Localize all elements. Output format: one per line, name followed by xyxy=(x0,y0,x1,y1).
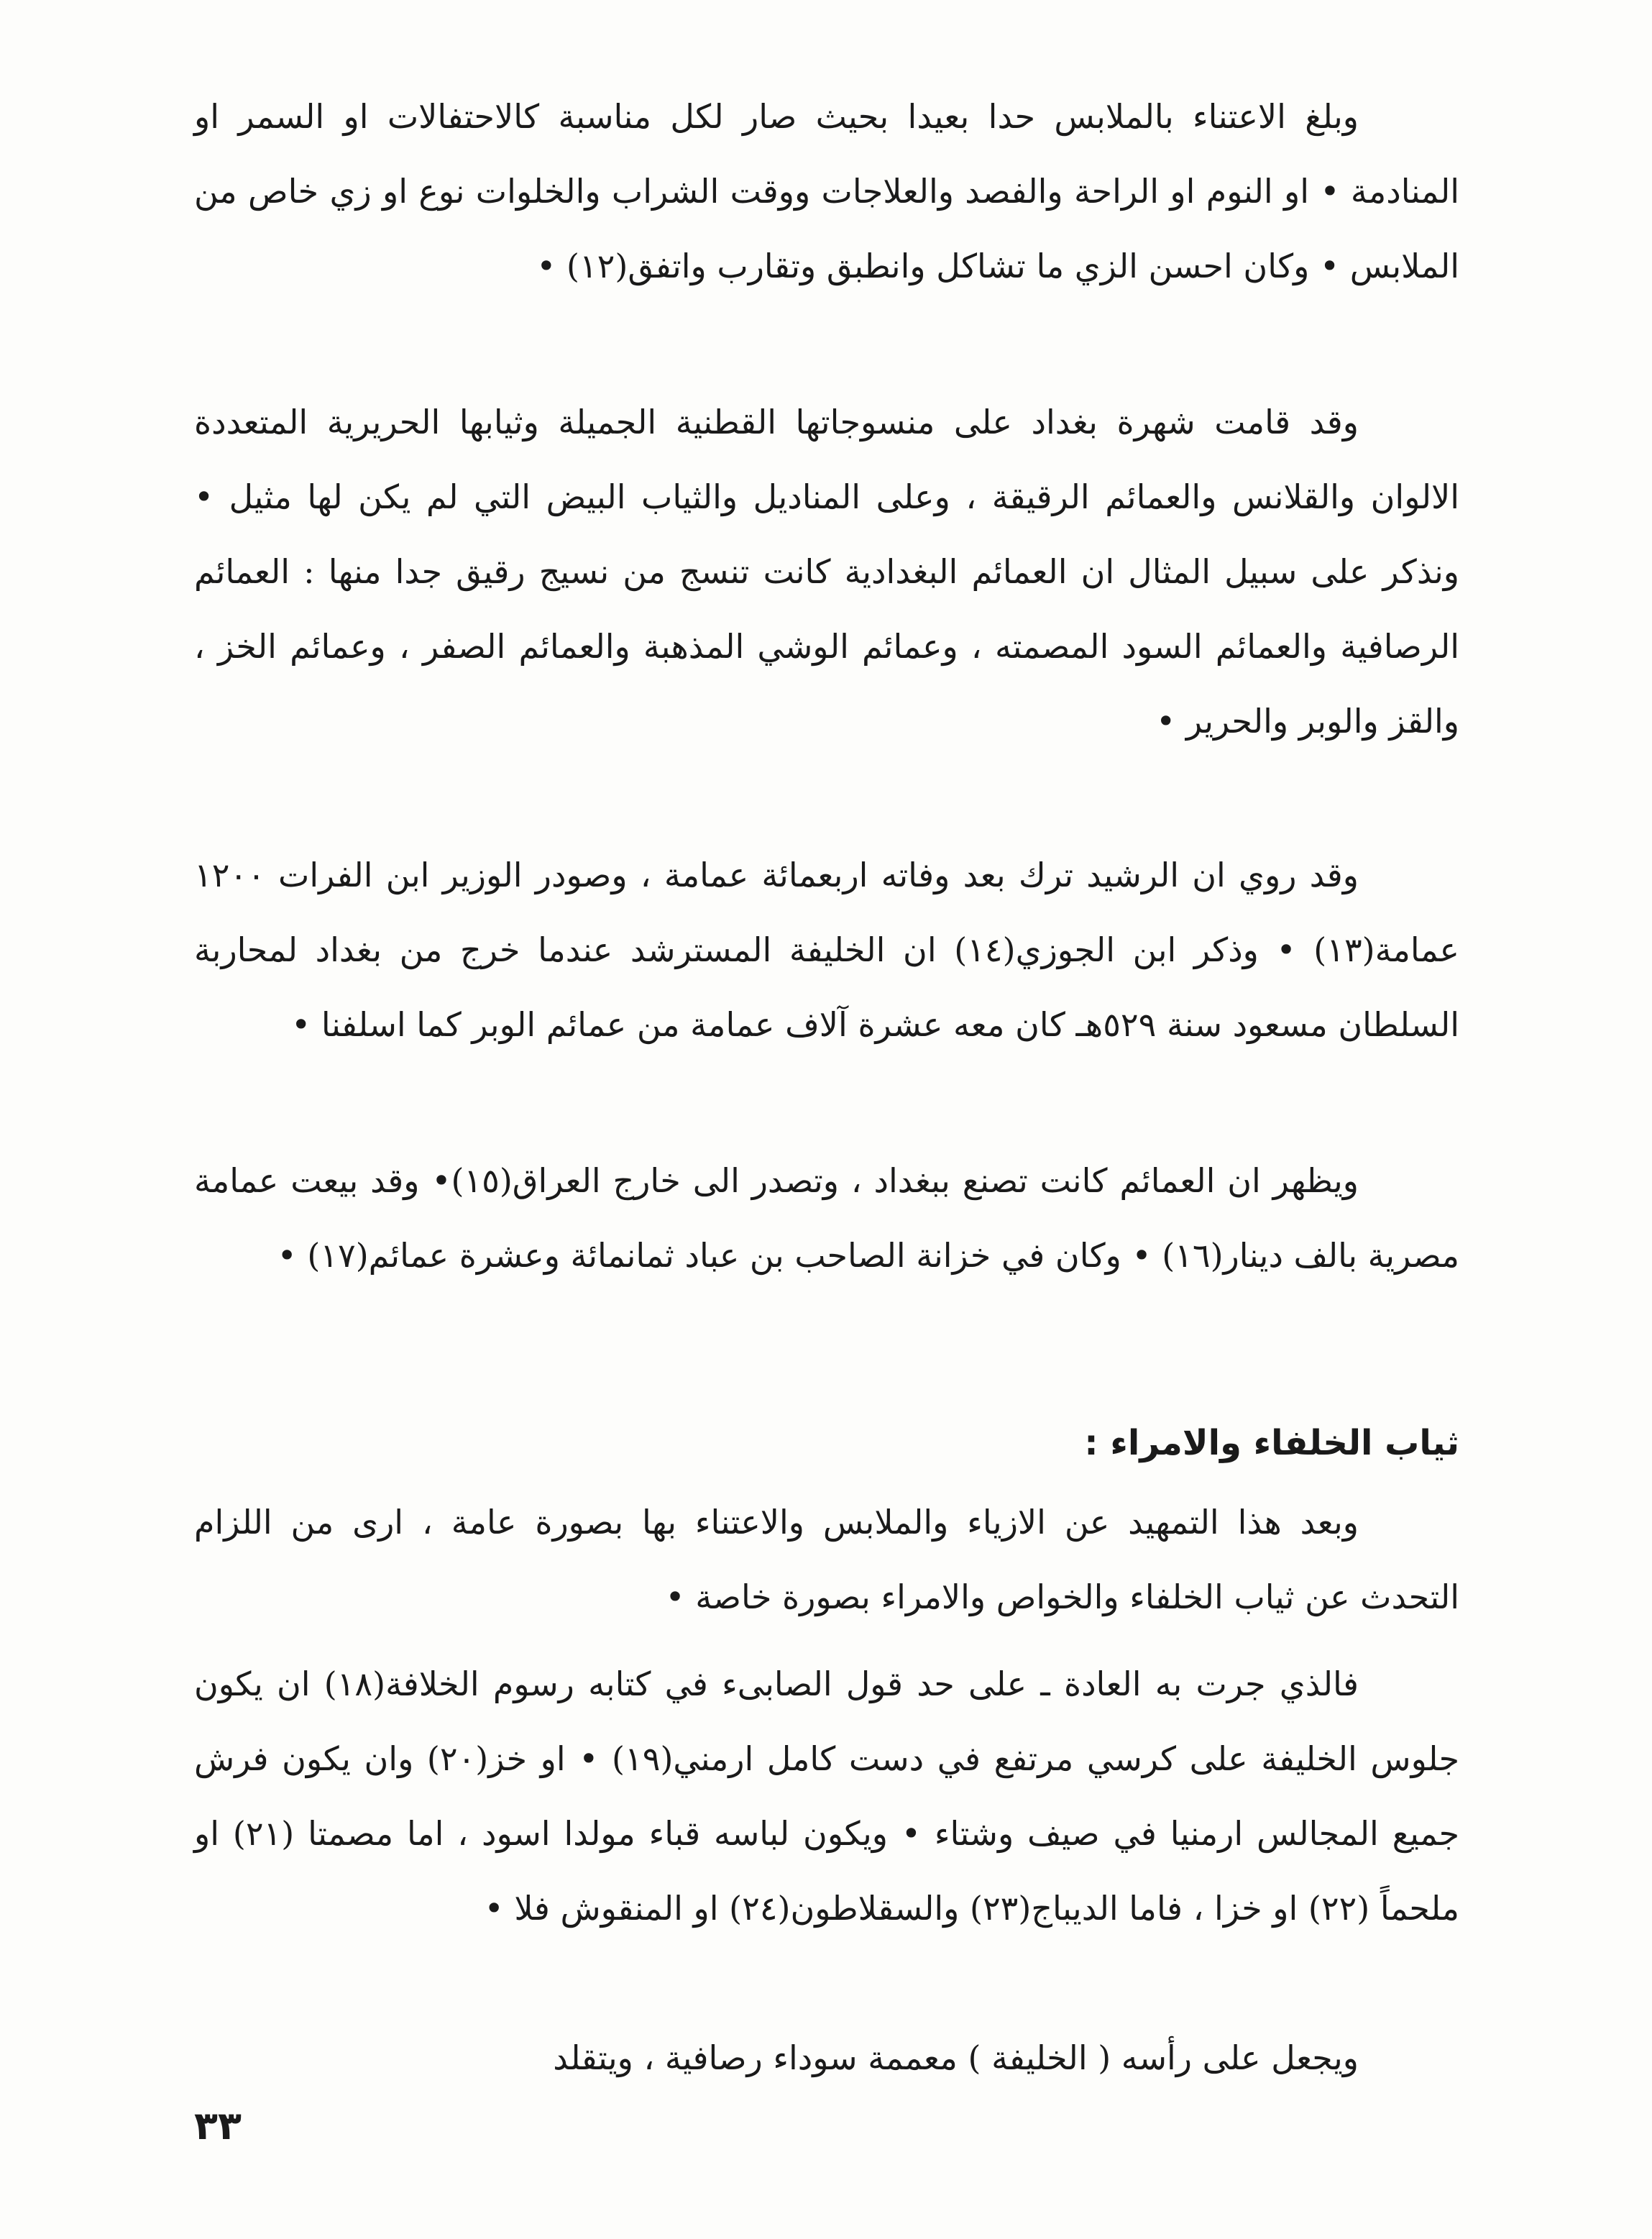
section-heading: ثياب الخلفاء والامراء : xyxy=(1084,1423,1459,1463)
paragraph-text: ويظهر ان العمائم كانت تصنع ببغداد ، وتصدر الى خارج العراق(١٥)• وقد بيعت عمامة مصرية بالف دينار(١٦) • وكان في خزانة الصاحب بن عباد ثمانمائة وعشرة عمائم(١٧) • xyxy=(194,1161,1459,1275)
paragraph-text: وبلغ الاعتناء بالملابس حدا بعيدا بحيث صار لكل مناسبة كالاحتفالات او السمر او المنادمة • او النوم او الراحة والفصد والعلاجات ووقت الشراب والخلوات نوع او زي خاص من الملابس • وكان احسن الزي ما تشاكل وانطبق وتقارب واتفق(١٢) • xyxy=(194,97,1459,285)
paragraph-turban-trade xyxy=(194,1143,1459,1293)
paragraph-text: فالذي جرت به العادة ـ على حد قول الصابىء في كتابه رسوم الخلافة(١٨) ان يكون جلوس الخليفة على كرسي مرتفع في دست كامل ارمني(١٩) • او خز(٢٠) وان يكون فرش جميع المجالس ارمنيا في صيف وشتاء • ويكون لباسه قباء مولدا اسود ، اما مصمتا (٢١) او ملحماً (٢٢) او خزا ، فاما الديباج(٢٣) والسقلاطون(٢٤) او المنقوش فلا • xyxy=(194,1665,1460,1928)
paragraph-clothing-care xyxy=(194,79,1459,303)
paragraph-introduction xyxy=(194,1485,1459,1634)
page-number: ٣٣ xyxy=(194,2103,242,2148)
paragraph-text: وبعد هذا التمهيد عن الازياء والملابس والاعتناء بها بصورة عامة ، ارى من اللزام التحدث عن ثياب الخلفاء والخواص والامراء بصورة خاصة • xyxy=(194,1503,1459,1616)
paragraph-rashid-turbans xyxy=(194,838,1459,1062)
paragraph-caliph-turban xyxy=(194,2020,1459,2095)
paragraph-text: ويجعل على رأسه ( الخليفة ) معممة سوداء رصافية ، ويتقلد xyxy=(553,2038,1359,2077)
paragraph-caliph-custom xyxy=(194,1647,1459,1946)
section-heading-container xyxy=(194,1406,1459,1480)
paragraph-baghdad-textiles xyxy=(194,385,1459,759)
paragraph-text: وقد روي ان الرشيد ترك بعد وفاته اربعمائة عمامة ، وصودر الوزير ابن الفرات ١٢٠٠ عمامة(١٣) • وذكر ابن الجوزي(١٤) ان الخليفة المسترشد عندما خرج من بغداد لمحاربة السلطان مسعود سنة ٥٢٩هـ كان معه عشرة آلاف عمامة من عمائم الوبر كما اسلفنا • xyxy=(194,856,1459,1044)
paragraph-text: وقد قامت شهرة بغداد على منسوجاتها القطنية الجميلة وثيابها الحريرية المتعددة الالوان والقلانس والعمائم الرقيقة ، وعلى المناديل والثياب البيض التي لم يكن لها مثيل • ونذكر على سبيل المثال ان العمائم البغدادية كانت تنسج من نسيج رقيق جدا منها : العمائم الرصافية والعمائم السود المصمته ، وعمائم الوشي المذهبة والعمائم الصفر ، وعمائم الخز ، والقز والوبر والحرير • xyxy=(194,403,1459,741)
